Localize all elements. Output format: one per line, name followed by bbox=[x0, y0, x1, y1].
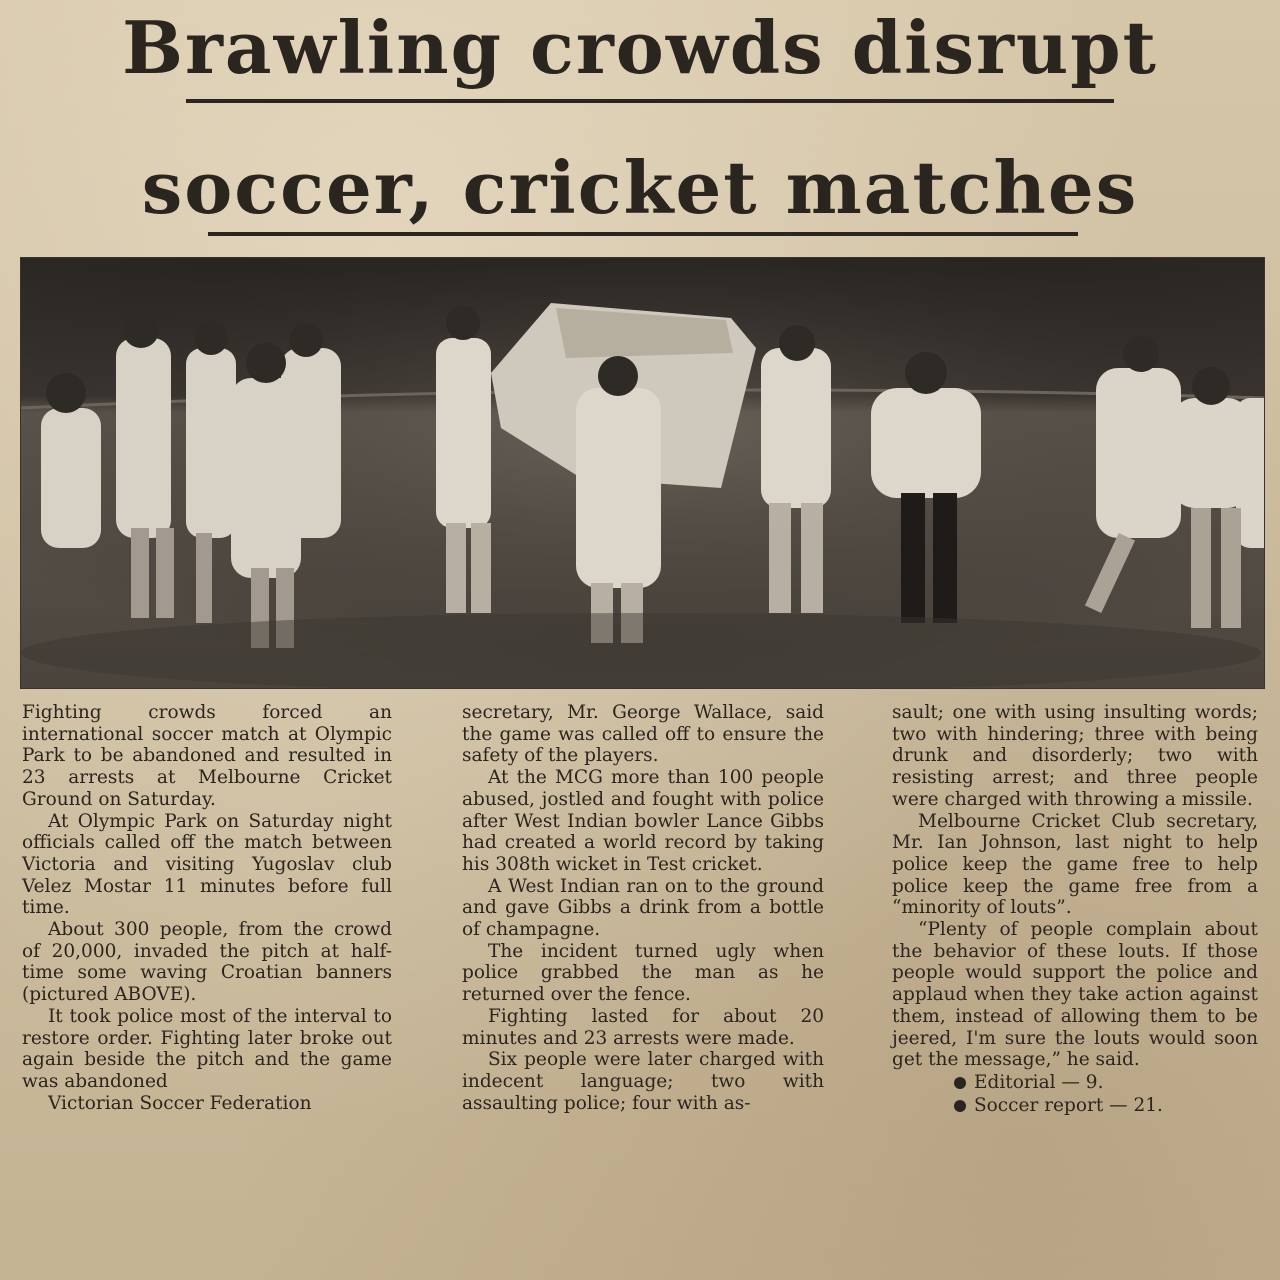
paragraph: The incident turned ugly when police grabbed the man as he returned over the fence. bbox=[462, 940, 824, 1006]
paragraph: sault; one with using insulting words; two with hindering; three with being drunk and disorderly; two with resisting arrest; and three people were charged with throwing a missile. bbox=[892, 702, 1258, 810]
paragraph: Fighting lasted for about 20 minutes and 23 arrests were made. bbox=[462, 1005, 824, 1049]
paragraph: At the MCG more than 100 people abused, jostled and fought with police after West Indian bowler Lance Gibbs had created a world record by taking his 308th wicket in Test cricket. bbox=[462, 767, 824, 875]
headline-rule-2 bbox=[208, 232, 1078, 236]
paragraph: Fighting crowds forced an international soccer match at Olympic Park to be abandoned and resulted in 23 arrests at Melbourne Cricket Ground on Saturday. bbox=[22, 702, 392, 810]
paragraph: Six people were later charged with indecent language; two with assaulting police; four with as- bbox=[462, 1049, 824, 1114]
news-photo bbox=[20, 257, 1265, 689]
article-column-2 bbox=[462, 702, 824, 1114]
paragraph: At Olympic Park on Saturday night officials called off the match between Victoria and visiting Yugoslav club Velez Mostar 11 minutes before full time. bbox=[22, 810, 392, 919]
headline-line-2: soccer, cricket matches bbox=[141, 145, 1139, 230]
headline-line-1: Brawling crowds disrupt bbox=[122, 5, 1158, 90]
paragraph: secretary, Mr. George Wallace, said the game was called off to ensure the safety of the players. bbox=[462, 702, 824, 767]
bullet-icon bbox=[954, 1077, 966, 1089]
paragraph: About 300 people, from the crowd of 20,000, invaded the pitch at half-time some waving Croatian banners (pictured ABOVE). bbox=[22, 919, 392, 1006]
paragraph: It took police most of the interval to restore order. Fighting later broke out again beside the pitch and the game was abandoned bbox=[22, 1005, 392, 1092]
paragraph: Victorian Soccer Federation bbox=[48, 1092, 312, 1114]
paragraph: “Plenty of people complain about the behavior of these louts. If those people would support the police and applaud when they take action against them, instead of allowing them to be jeered, I'm sure the louts would soon get the message,” he said. bbox=[892, 919, 1258, 1071]
headline-rule-1 bbox=[186, 99, 1114, 103]
xref-text: Editorial — 9. bbox=[974, 1071, 1104, 1093]
photo-crowd-on-pitch bbox=[21, 258, 1264, 688]
xref-text: Soccer report — 21. bbox=[974, 1094, 1163, 1116]
paragraph: Melbourne Cricket Club secretary, Mr. Ian Johnson, last night to help police keep the game free to help police keep the game free from a “minority of louts”. bbox=[892, 810, 1258, 919]
bullet-icon bbox=[954, 1100, 966, 1112]
article-column-1 bbox=[22, 702, 392, 1114]
cross-reference-editorial bbox=[892, 1071, 1258, 1094]
paragraph: A West Indian ran on to the ground and gave Gibbs a drink from a bottle of champagne. bbox=[462, 875, 824, 941]
cross-reference-soccer bbox=[892, 1094, 1258, 1117]
article-column-3 bbox=[892, 702, 1258, 1117]
